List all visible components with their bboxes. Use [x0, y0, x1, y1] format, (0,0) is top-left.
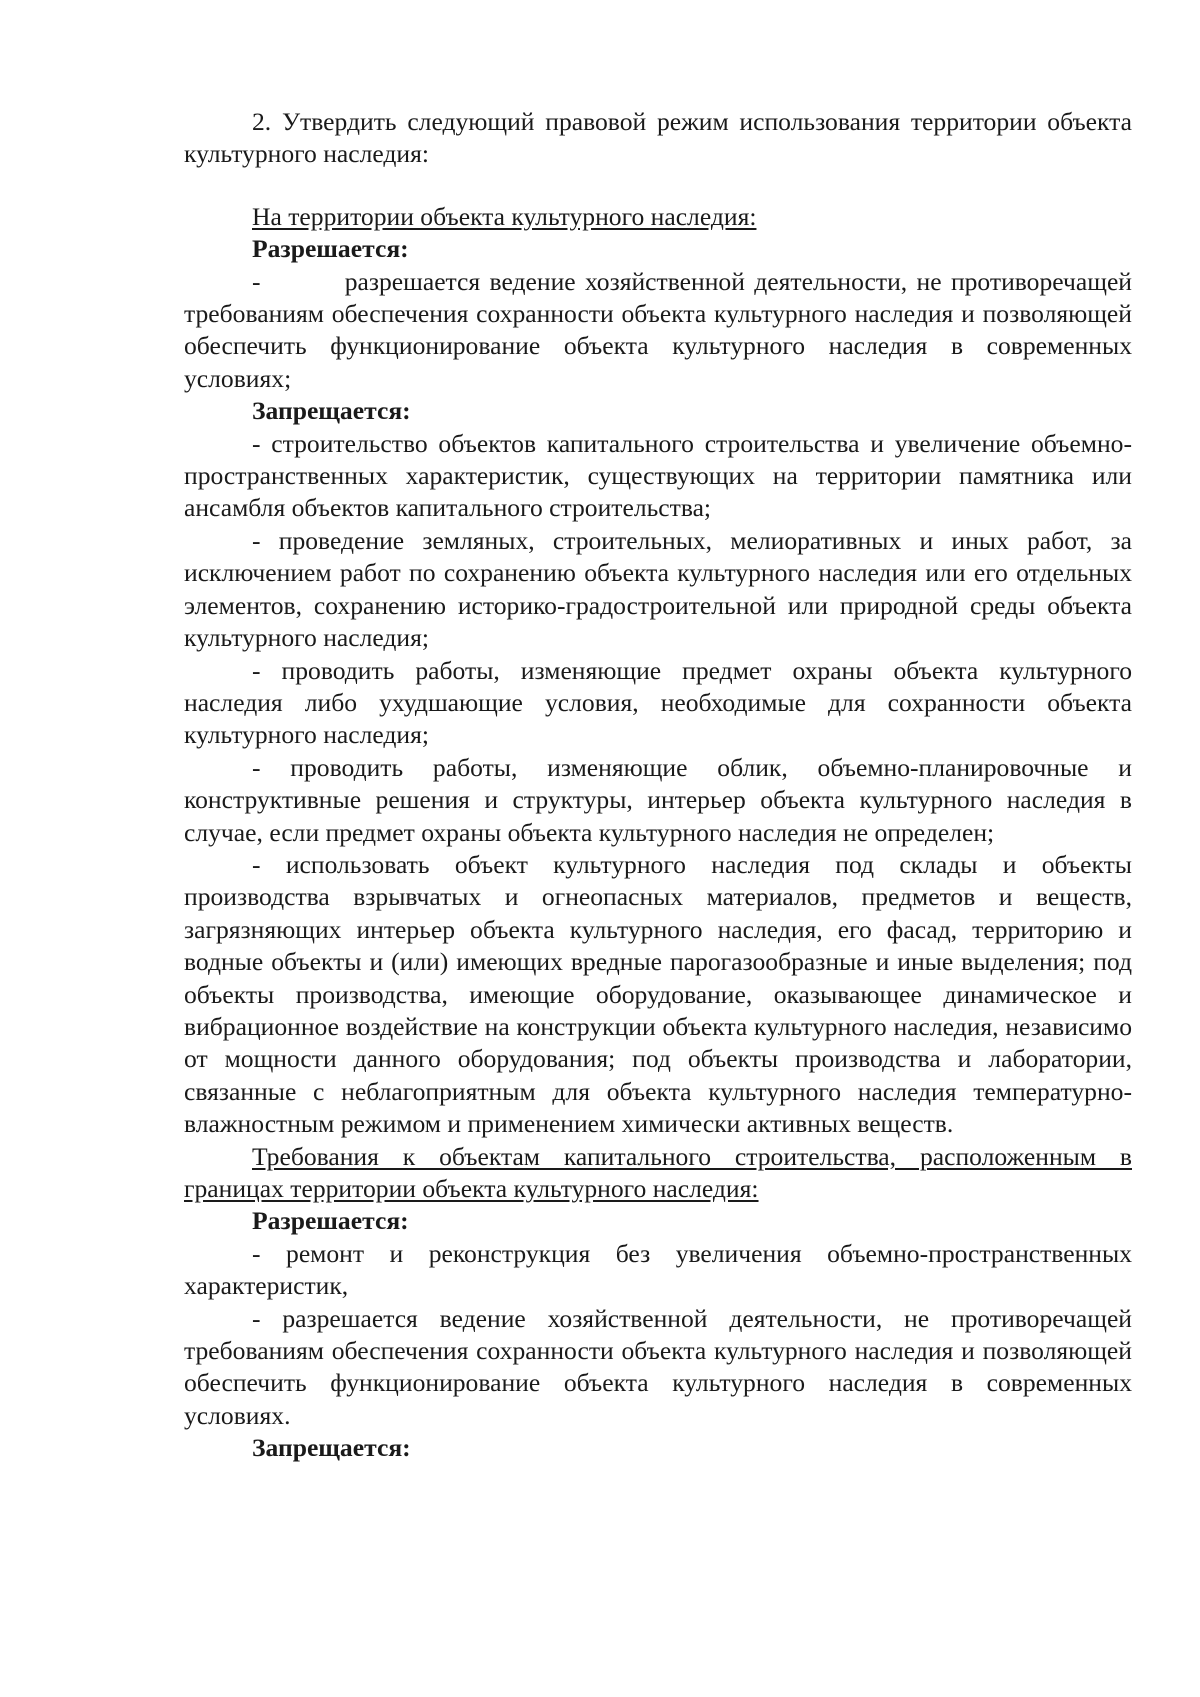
section1-forbidden-item: - проводить работы, изменяющие облик, объемно-планировочные и конструктивные решения и структуры, интерьер объекта культурного наследия в случае, если предмет охраны объекта культурного наследия не определен;: [184, 752, 1132, 847]
section1-forbidden-item: - использовать объект культурного наследия под склады и объекты производства взрывчатых и огнеопасных материалов, предметов и веществ, загрязняющих интерьер объекта культурного наследия, его фасад, территорию и водные объекты и (или) имеющих вредные парогазообразные и иные выделения; под объекты производства, имеющие оборудование, оказывающее динамическое и вибрационное воздействие на конструкции объекта культурного наследия, независимо от мощности данного оборудования; под объекты производства и лаборатории, связанные с неблагоприятным для объекта культурного наследия температурно-влажностным режимом и применением химически активных веществ.: [184, 849, 1132, 1139]
document-page: [184, 106, 1139, 1465]
section2-allowed-item: - разрешается ведение хозяйственной деятельности, не противоречащей требованиям обеспечения сохранности объекта культурного наследия и позволяющей обеспечить функционирование объекта культурного наследия в современных условиях.: [184, 1303, 1132, 1430]
section2-allowed-item: - ремонт и реконструкция без увеличения объемно-пространственных характеристик,: [184, 1238, 1132, 1301]
section2-title: [184, 1141, 1132, 1206]
section2-allowed-heading: Разрешается:: [252, 1206, 409, 1236]
section1-allowed-heading: Разрешается:: [252, 234, 409, 264]
section1-forbidden-heading: Запрещается:: [252, 396, 411, 426]
section2-forbidden-heading: Запрещается:: [252, 1433, 411, 1463]
spacer: [184, 171, 1132, 201]
section1-title-text: На территории объекта культурного наследия:: [252, 201, 757, 231]
section1-title: [184, 201, 1132, 233]
section1-forbidden-item: - строительство объектов капитального строительства и увеличение объемно-пространственных характеристик, существующих на территории памятника или ансамбля объектов капитального строительства;: [184, 428, 1132, 523]
intro-paragraph: 2. Утвердить следующий правовой режим использования территории объекта культурного наследия:: [184, 107, 1132, 169]
section1-forbidden-item: - проводить работы, изменяющие предмет охраны объекта культурного наследия либо ухудшающие условия, необходимые для сохранности объекта культурного наследия;: [184, 655, 1132, 750]
section1-allowed-item: - разрешается ведение хозяйственной деятельности, не противоречащей требованиям обеспечения сохранности объекта культурного наследия и позволяющей обеспечить функционирование объекта культурного наследия в современных условиях;: [184, 266, 1139, 393]
section2-title-text: Требования к объектам капитального строительства, расположенным в границах территории объекта культурного наследия:: [184, 1141, 1132, 1203]
section1-forbidden-item: - проведение земляных, строительных, мелиоративных и иных работ, за исключением работ по сохранению объекта культурного наследия или его отдельных элементов, сохранению историко-градостроительной или природной среды объекта культурного наследия;: [184, 525, 1132, 653]
